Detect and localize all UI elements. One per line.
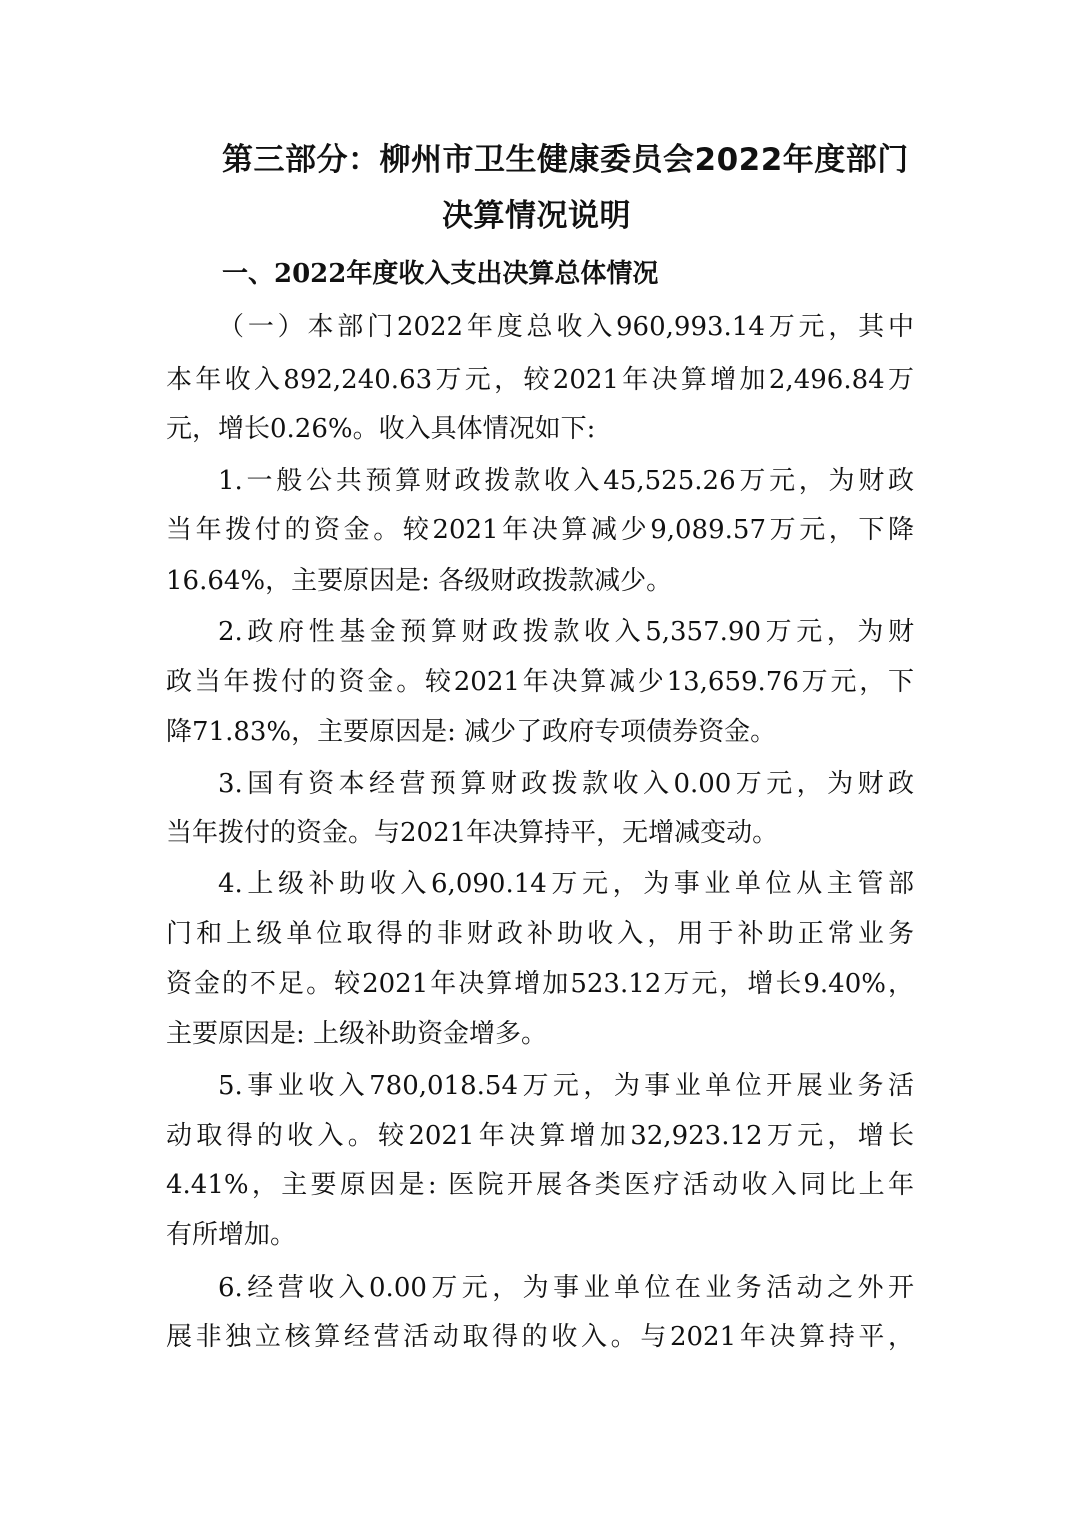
paragraph-line: 降71.83%，主要原因是: 减少了政府专项债券资金。 bbox=[166, 717, 777, 747]
document-title-line-1: 第三部分：柳州市卫生健康委员会2022年度部门 bbox=[222, 142, 909, 178]
paragraph-line: 1.一般公共预算财政拨款收入45,525.26万元，为财政 bbox=[218, 466, 914, 496]
paragraph-line: 2.政府性基金预算财政拨款收入5,357.90万元，为财 bbox=[218, 617, 914, 647]
document-title-line-2: 决算情况说明 bbox=[442, 198, 631, 234]
paragraph-line: 动取得的收入。较2021年决算增加32,923.12万元，增长 bbox=[166, 1121, 914, 1151]
paragraph-line: 3.国有资本经营预算财政拨款收入0.00万元，为财政 bbox=[218, 769, 914, 799]
paragraph-line: 门和上级单位取得的非财政补助收入，用于补助正常业务 bbox=[166, 919, 914, 949]
paragraph-line: 4.41%，主要原因是: 医院开展各类医疗活动收入同比上年 bbox=[166, 1170, 914, 1200]
paragraph-line: 政当年拨付的资金。较2021年决算减少13,659.76万元，下 bbox=[166, 667, 914, 697]
paragraph-line: 当年拨付的资金。与2021年决算持平，无增减变动。 bbox=[166, 818, 779, 848]
paragraph-line: 本年收入892,240.63万元，较2021年决算增加2,496.84万 bbox=[166, 365, 914, 395]
paragraph-line: 主要原因是: 上级补助资金增多。 bbox=[166, 1019, 548, 1049]
paragraph-line: 6.经营收入0.00万元，为事业单位在业务活动之外开 bbox=[218, 1273, 914, 1303]
paragraph-line: 有所增加。 bbox=[166, 1220, 297, 1250]
paragraph-line: 资金的不足。较2021年决算增加523.12万元，增长9.40%， bbox=[166, 969, 914, 999]
paragraph-line: 4.上级补助收入6,090.14万元，为事业单位从主管部 bbox=[218, 869, 914, 899]
paragraph-line: 5.事业收入780,018.54万元，为事业单位开展业务活 bbox=[218, 1071, 914, 1101]
paragraph-line: 当年拨付的资金。较2021年决算减少9,089.57万元，下降 bbox=[166, 515, 914, 545]
paragraph-line: （一）本部门2022年度总收入960,993.14万元，其中 bbox=[218, 312, 914, 342]
section-heading: 一、2022年度收入支出决算总体情况 bbox=[222, 259, 659, 289]
paragraph-line: 展非独立核算经营活动取得的收入。与2021年决算持平， bbox=[166, 1322, 914, 1352]
paragraph-line: 元，增长0.26%。收入具体情况如下: bbox=[166, 414, 596, 444]
paragraph-line: 16.64%，主要原因是: 各级财政拨款减少。 bbox=[166, 566, 673, 596]
